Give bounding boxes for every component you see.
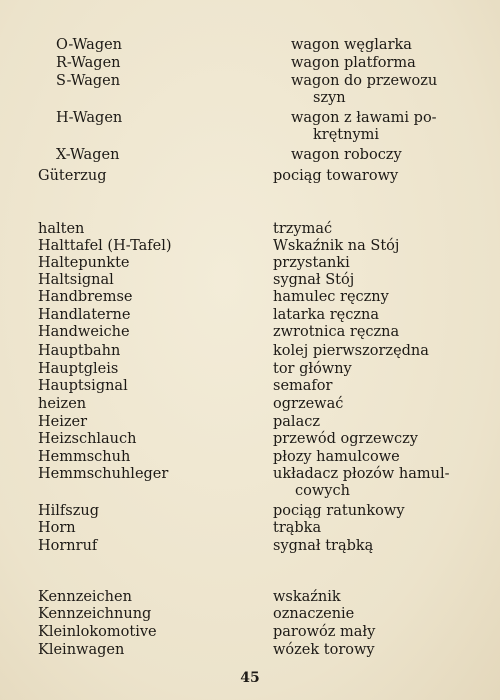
entry-translation-pl xyxy=(273,642,473,659)
entry-term-de: Hemmschuhleger xyxy=(38,466,169,482)
entry-translation-pl xyxy=(273,343,473,360)
entry-term-de: Hauptsignal xyxy=(38,378,128,394)
translation-line: sygnał Stój xyxy=(273,272,355,288)
entry-translation-pl xyxy=(273,624,473,641)
entry-term-de: heizen xyxy=(38,396,87,412)
translation-line: wózek torowy xyxy=(273,642,375,658)
translation-continuation: krętnymi xyxy=(313,127,380,143)
translation-line: płozy hamulcowe xyxy=(273,449,400,465)
entry-translation-pl xyxy=(273,396,473,413)
entry-term-de: Heizschlauch xyxy=(38,431,137,447)
entry-translation-pl xyxy=(273,324,473,341)
translation-line: trąbka xyxy=(273,520,322,536)
entry-translation-pl xyxy=(273,503,473,520)
translation-line: semafor xyxy=(273,378,333,394)
entry-translation-pl xyxy=(273,538,473,555)
translation-continuation: szyn xyxy=(313,90,346,106)
entry-term-de: Handlaterne xyxy=(38,307,131,323)
entry-term-de: H-Wagen xyxy=(56,110,123,126)
entry-translation-pl xyxy=(273,606,473,623)
entry-translation-pl xyxy=(273,466,473,500)
entry-term-de: halten xyxy=(38,221,85,237)
entry-translation-pl xyxy=(291,55,491,72)
translation-line: wagon do przewozu xyxy=(291,73,438,89)
entry-translation-pl xyxy=(291,110,491,144)
entry-translation-pl xyxy=(273,289,473,306)
entry-term-de: Heizer xyxy=(38,414,88,430)
translation-line: zwrotnica ręczna xyxy=(273,324,400,340)
translation-line: układacz płozów hamul- xyxy=(273,466,450,482)
entry-term-de: Hornruf xyxy=(38,538,98,554)
translation-line: ogrzewać xyxy=(273,396,344,412)
translation-line: kolej pierwszorzędna xyxy=(273,343,429,359)
entry-term-de: Haltsignal xyxy=(38,272,114,288)
entry-translation-pl xyxy=(273,431,473,448)
translation-line: pociąg ratunkowy xyxy=(273,503,405,519)
entry-term-de: Kleinwagen xyxy=(38,642,125,658)
entry-term-de: Hauptgleis xyxy=(38,361,119,377)
translation-line: parowóz mały xyxy=(273,624,376,640)
entry-term-de: Handbremse xyxy=(38,289,133,305)
entry-term-de: Hauptbahn xyxy=(38,343,121,359)
translation-line: wskaźnik xyxy=(273,589,341,605)
translation-line: latarka ręczna xyxy=(273,307,379,323)
entry-translation-pl xyxy=(273,449,473,466)
translation-line: hamulec ręczny xyxy=(273,289,389,305)
page-number: 45 xyxy=(240,670,260,686)
entry-translation-pl xyxy=(273,272,473,289)
translation-line: Wskaźnik na Stój xyxy=(273,238,400,254)
entry-term-de: Kennzeichen xyxy=(38,589,132,605)
entry-term-de: Hilfszug xyxy=(38,503,99,519)
entry-translation-pl xyxy=(273,520,473,537)
translation-line: wagon węglarka xyxy=(291,37,412,53)
translation-line: wagon platforma xyxy=(291,55,416,71)
entry-translation-pl xyxy=(273,414,473,431)
entry-term-de: S-Wagen xyxy=(56,73,121,89)
entry-translation-pl xyxy=(291,37,491,54)
entry-translation-pl xyxy=(291,73,491,107)
translation-line: wagon z ławami po- xyxy=(291,110,437,126)
entry-translation-pl xyxy=(273,589,473,606)
entry-term-de: Hemmschuh xyxy=(38,449,131,465)
entry-term-de: Haltepunkte xyxy=(38,255,130,271)
entry-term-de: Horn xyxy=(38,520,76,536)
translation-line: wagon roboczy xyxy=(291,147,402,163)
translation-line: palacz xyxy=(273,414,320,430)
translation-line: pociąg towarowy xyxy=(273,168,399,184)
entry-term-de: R-Wagen xyxy=(56,55,121,71)
translation-line: przystanki xyxy=(273,255,350,271)
entry-term-de: X-Wagen xyxy=(56,147,120,163)
entry-translation-pl xyxy=(273,361,473,378)
entry-translation-pl xyxy=(273,307,473,324)
entry-translation-pl xyxy=(273,221,473,238)
entry-translation-pl xyxy=(273,238,473,255)
entry-translation-pl xyxy=(273,168,473,185)
translation-line: oznaczenie xyxy=(273,606,355,622)
entry-term-de: Kennzeichnung xyxy=(38,606,152,622)
entry-translation-pl xyxy=(291,147,491,164)
translation-line: trzymać xyxy=(273,221,333,237)
entry-translation-pl xyxy=(273,255,473,272)
translation-line: tor główny xyxy=(273,361,352,377)
translation-line: przewód ogrzewczy xyxy=(273,431,418,447)
entry-term-de: Kleinlokomotive xyxy=(38,624,157,640)
entry-term-de: Handweiche xyxy=(38,324,130,340)
entry-term-de: O-Wagen xyxy=(56,37,123,53)
entry-term-de: Halttafel (H-Tafel) xyxy=(38,238,172,254)
translation-line: sygnał trąbką xyxy=(273,538,374,554)
translation-continuation: cowych xyxy=(295,483,350,499)
entry-term-de: Güterzug xyxy=(38,168,107,184)
entry-translation-pl xyxy=(273,378,473,395)
